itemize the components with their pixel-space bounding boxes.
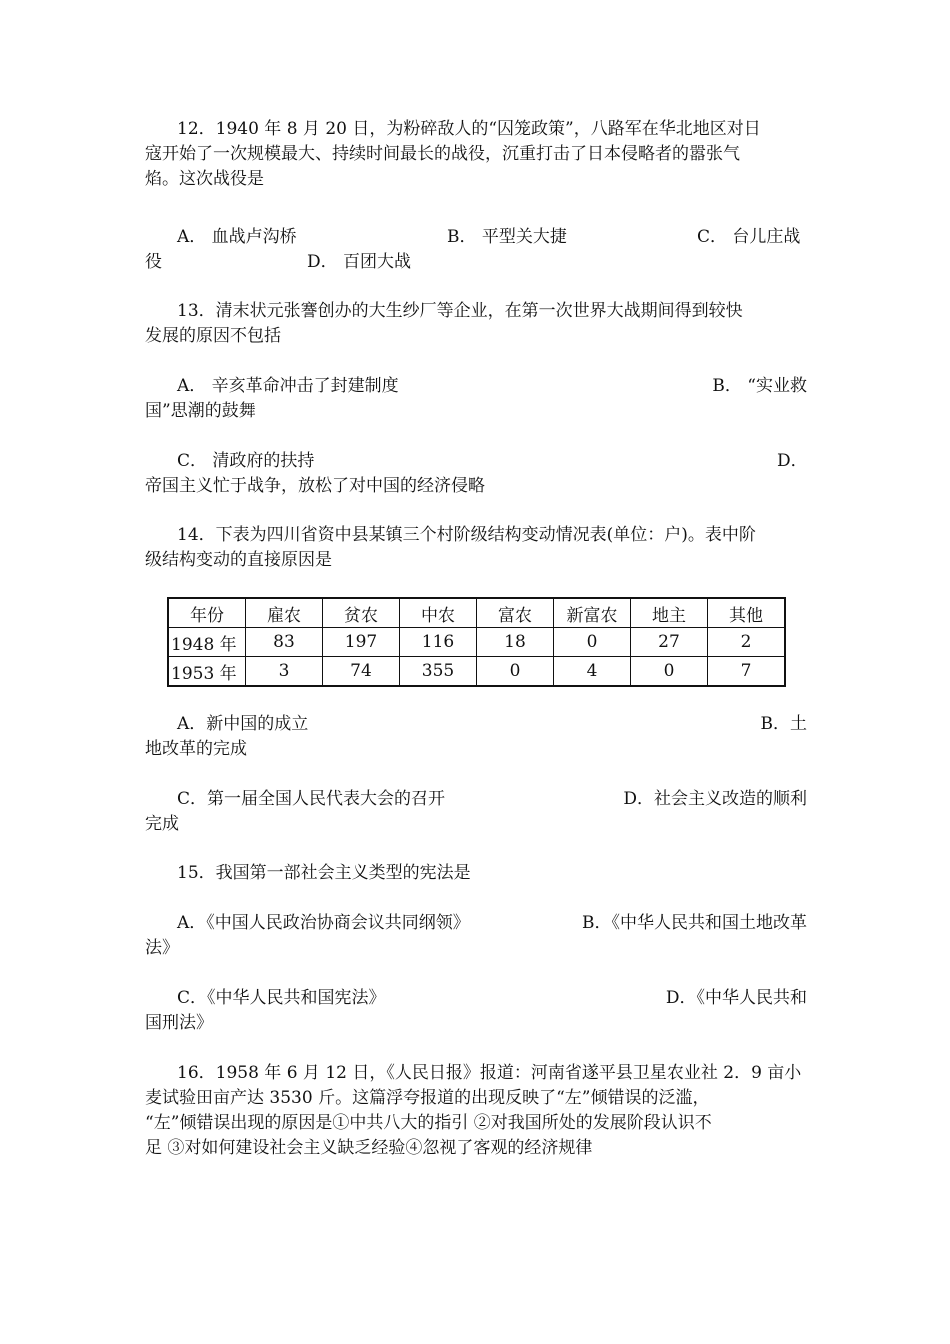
q15-option-b-cont: 法》 xyxy=(145,938,179,958)
table-cell: 74 xyxy=(323,657,400,687)
q15-option-d-cont: 国刑法》 xyxy=(145,1013,213,1033)
table-cell: 355 xyxy=(400,657,477,687)
table-cell: 27 xyxy=(631,628,708,657)
q15-options-row-2 xyxy=(145,986,807,1010)
q16-stem-line-2: 麦试验田亩产达 3530 斤。这篇浮夸报道的出现反映了“左”倾错误的泛滥， xyxy=(145,1088,710,1108)
table-header-cell: 贫农 xyxy=(323,598,400,628)
q13-option-b[interactable]: B． “实业救 xyxy=(712,376,807,396)
q12-stem-line-1: 12．1940 年 8 月 20 日，为粉碎敌人的“囚笼政策”，八路军在华北地区对日 xyxy=(177,119,761,139)
q13-option-a[interactable]: A． 辛亥革命冲击了封建制度 xyxy=(177,376,399,396)
q13-option-d-cont: 帝国主义忙于战争，放松了对中国的经济侵略 xyxy=(145,476,485,496)
table-row xyxy=(168,628,785,657)
table-cell: 83 xyxy=(246,628,323,657)
q14-option-d-cont: 完成 xyxy=(145,814,179,834)
q15-option-c[interactable]: C．《中华人民共和国宪法》 xyxy=(177,988,386,1008)
table-cell: 18 xyxy=(477,628,554,657)
table-cell: 116 xyxy=(400,628,477,657)
q16-stem-line-3: “左”倾错误出现的原因是①中共八大的指引 ②对我国所处的发展阶段认识不 xyxy=(145,1113,712,1133)
q15-option-b[interactable]: B．《中华人民共和国土地改革 xyxy=(582,913,807,933)
q13-option-c[interactable]: C． 清政府的扶持 xyxy=(177,451,315,471)
table-header-cell: 年份 xyxy=(168,598,246,628)
q13-options-row xyxy=(145,374,807,398)
q13-stem-line-2: 发展的原因不包括 xyxy=(145,326,281,346)
q16-stem-line-1: 16．1958 年 6 月 12 日，《人民日报》报道：河南省遂平县卫星农业社 2．9 亩小 xyxy=(177,1063,802,1083)
q14-option-b[interactable]: B．土 xyxy=(760,714,807,734)
q15-options-row xyxy=(145,911,807,935)
table-header-cell: 地主 xyxy=(631,598,708,628)
table-header-row xyxy=(168,598,785,628)
table-cell: 0 xyxy=(477,657,554,687)
class-structure-table xyxy=(167,597,786,687)
table-header-cell: 其他 xyxy=(708,598,786,628)
table-header-cell: 富农 xyxy=(477,598,554,628)
q15-stem-line-1: 15．我国第一部社会主义类型的宪法是 xyxy=(177,863,471,883)
q13-option-d[interactable]: D． xyxy=(777,451,808,471)
table-cell: 7 xyxy=(708,657,786,687)
table-cell: 0 xyxy=(554,628,631,657)
q14-options-row-2 xyxy=(145,787,807,811)
table-header-cell: 中农 xyxy=(400,598,477,628)
table-cell: 2 xyxy=(708,628,786,657)
q15-option-d[interactable]: D．《中华人民共和 xyxy=(665,988,807,1008)
q13-option-b-cont: 国”思潮的鼓舞 xyxy=(145,401,256,421)
q12-option-d[interactable]: D． 百团大战 xyxy=(307,252,412,272)
table-cell: 1948 年 xyxy=(168,628,246,657)
q13-stem-line-1: 13．清末状元张謇创办的大生纱厂等企业，在第一次世界大战期间得到较快 xyxy=(177,301,743,321)
q12-option-c-cont: 役 xyxy=(145,252,162,272)
q14-option-c[interactable]: C．第一届全国人民代表大会的召开 xyxy=(177,789,446,809)
table-cell: 1953 年 xyxy=(168,657,246,687)
table-cell: 197 xyxy=(323,628,400,657)
q12-stem-line-3: 焰。这次战役是 xyxy=(145,169,264,189)
q12-stem-line-2: 寇开始了一次规模最大、持续时间最长的战役，沉重打击了日本侵略者的嚣张气 xyxy=(145,144,740,164)
table-row xyxy=(168,657,785,687)
q14-options-row xyxy=(145,712,807,736)
table-header-cell: 新富农 xyxy=(554,598,631,628)
q12-options-row xyxy=(145,225,807,249)
q12-options-row-2 xyxy=(145,250,807,274)
q12-option-c[interactable]: C． 台儿庄战 xyxy=(697,227,801,247)
q12-option-a[interactable]: A． 血战卢沟桥 xyxy=(177,227,297,247)
q14-option-d[interactable]: D．社会主义改造的顺利 xyxy=(623,789,807,809)
q14-option-a[interactable]: A．新中国的成立 xyxy=(177,714,309,734)
table-cell: 4 xyxy=(554,657,631,687)
q14-stem-line-2: 级结构变动的直接原因是 xyxy=(145,550,332,570)
table-header-cell: 雇农 xyxy=(246,598,323,628)
q12-option-b[interactable]: B． 平型关大捷 xyxy=(447,227,567,247)
q16-stem-line-4: 足 ③对如何建设社会主义缺乏经验④忽视了客观的经济规律 xyxy=(145,1138,593,1158)
q14-option-b-cont: 地改革的完成 xyxy=(145,739,247,759)
q15-option-a[interactable]: A．《中国人民政治协商会议共同纲领》 xyxy=(177,913,470,933)
q14-stem-line-1: 14．下表为四川省资中县某镇三个村阶级结构变动情况表(单位：户)。表中阶 xyxy=(177,525,756,545)
table-cell: 0 xyxy=(631,657,708,687)
table-cell: 3 xyxy=(246,657,323,687)
q13-options-row-2 xyxy=(145,449,807,473)
